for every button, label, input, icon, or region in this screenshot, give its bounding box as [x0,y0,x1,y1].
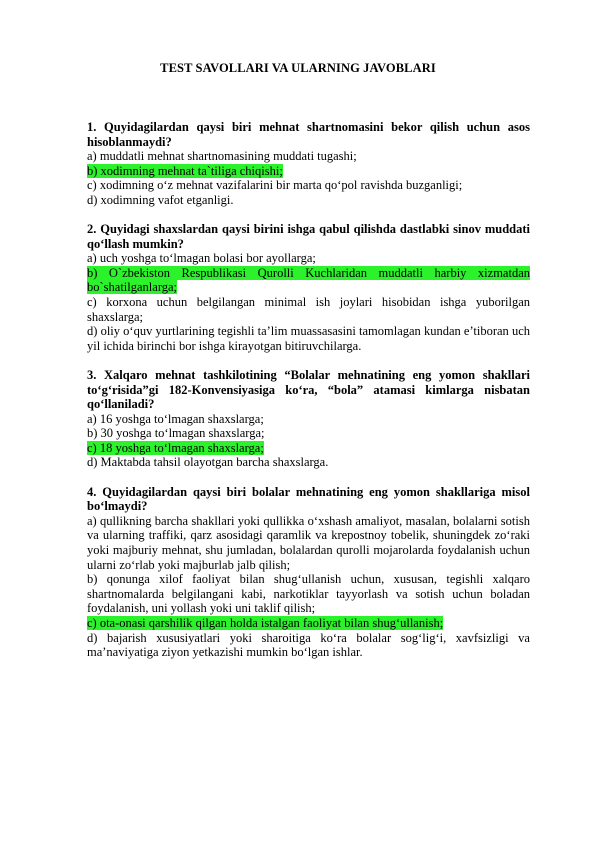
answer-text: b) qonunga xilof faoliyat bilan shug‘ullanish uchun, xususan, tegishli xalqaro shartnomalarda belgilangani kabi, narkotiklar tayyorlash va sotish uchun boladan foydalanish, uni yollash yoki uni taklif qilish; [87,572,530,616]
answer-text: d) oliy o‘quv yurtlarining tegishli ta’lim muassasasini tamomlagan kundan e’tiboran uch yil ichida birinchi bor ishga kirayotgan bitiruvchilarga. [87,324,530,353]
page-title: TEST SAVOLLARI VA ULARNING JAVOBLARI [160,61,436,75]
question-block [87,120,530,208]
answer-text: d) bajarish xususiyatlari yoki sharoitiga ko‘ra bolalar sog‘lig‘i, xavfsizligi va ma’naviyatiga ziyon yetkazishi mumkin bo‘lgan ishlar. [87,630,530,660]
highlighted-answer-text: c) 18 yoshga to‘lmagan shaxslarga; [87,440,264,455]
correct-answer-option [87,441,530,456]
question-text: 2. Quyidagi shaxslardan qaysi birini ishga qabul qilishda dastlabki sinov muddati qo‘llash mumkin? [87,222,530,251]
answer-option [87,426,530,441]
answer-text: c) korxona uchun belgilangan minimal ish joylari hisobidan ishga yuborilgan shaxslarga; [87,295,530,324]
answer-option [87,631,530,660]
answer-text: d) xodimning vafot etganligi. [87,192,234,207]
answer-option [87,295,530,324]
answer-text: d) Maktabda tahsil olayotgan barcha shaxslarga. [87,455,329,470]
answer-option [87,178,530,193]
correct-answer-option [87,164,530,179]
highlighted-answer-text: b) xodimning mehnat ta`tiliga chiqishi; [87,163,283,178]
answer-text: c) xodimning o‘z mehnat vazifalarini bir marta qo‘pol ravishda buzganligi; [87,178,463,193]
highlighted-answer-text: b) O`zbekiston Respublikasi Qurolli Kuchlaridan muddatli harbiy xizmatdan bo`shatilganlarga; [87,265,530,295]
question-block [87,368,530,470]
correct-answer-option [87,616,530,631]
answer-text: a) qullikning barcha shakllari yoki qullikka o‘xshash amaliyot, masalan, bolalarni sotish va ularning traffiki, qarz asosidagi qaramlik va krepostnoy tobelik, shuningdek zo‘raki yoki majburiy mehnat, shu jumladan, bolalardan qurolli mojarolarda foydalanish uchun ularni zo‘rlab yoki majburlab jalb qilish; [87,513,530,572]
answer-text: a) uch yoshga to‘lmagan bolasi bor ayollarga; [87,251,316,266]
answer-option [87,149,530,164]
highlighted-answer-text: c) ota-onasi qarshilik qilgan holda istalgan faoliyat bilan shug‘ullanish; [87,615,444,630]
question-text: 4. Quyidagilardan qaysi biri bolalar mehnatining eng yomon shakllariga misol bo‘lmaydi? [87,484,530,514]
question-text: 1. Quyidagilardan qaysi biri mehnat shartnomasini bekor qilish uchun asos hisoblanmaydi? [87,120,530,149]
answer-text: a) 16 yoshga to‘lmagan shaxslarga; [87,411,264,426]
questions-list [87,120,530,674]
question-block [87,222,530,353]
answer-option [87,572,530,616]
answer-option [87,251,530,266]
question-text: 3. Xalqaro mehnat tashkilotining “Bolalar mehnatining eng yomon shakllari to‘g‘risida”gi 182-Konvensiyasiga ko‘ra, “bola” atamasi kimlarga nisbatan qo‘llaniladi? [87,367,530,412]
correct-answer-option [87,266,530,295]
answer-text: a) muddatli mehnat shartnomasining muddati tugashi; [87,149,357,164]
question-block [87,485,530,660]
answer-option [87,455,530,470]
answer-text: b) 30 yoshga to‘lmagan shaxslarga; [87,426,265,441]
answer-option [87,193,530,208]
answer-option [87,514,530,572]
answer-option [87,412,530,427]
answer-option [87,324,530,353]
